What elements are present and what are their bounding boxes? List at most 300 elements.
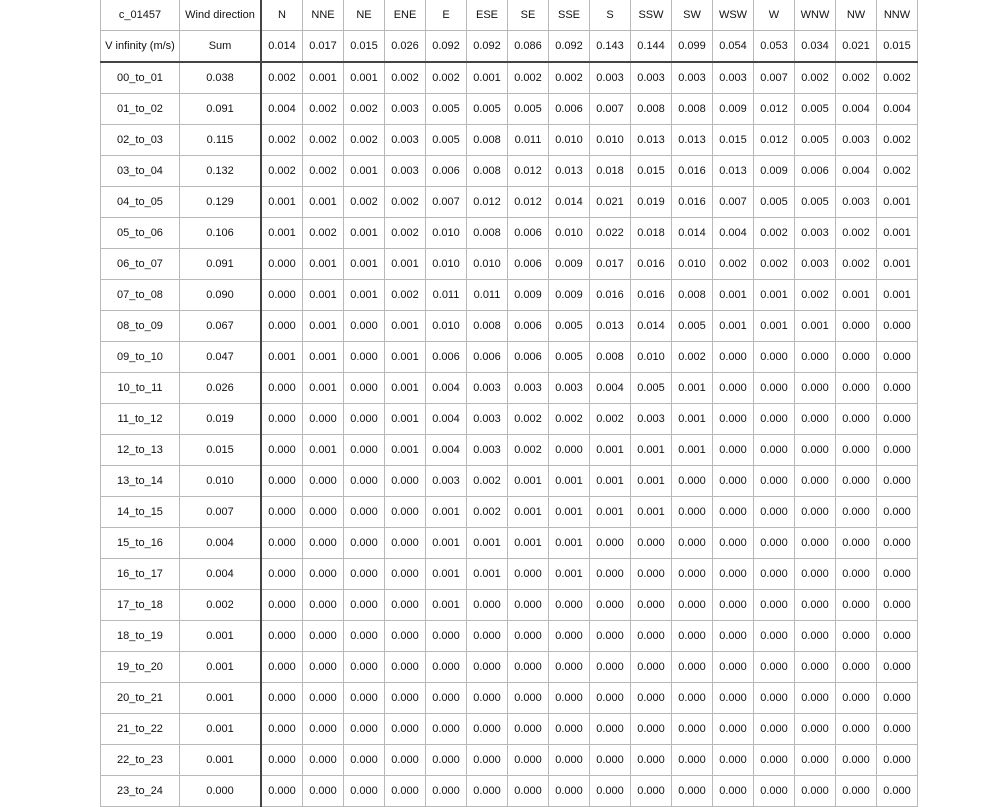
table-cell: 0.000 — [467, 621, 508, 652]
table-cell: 0.000 — [261, 466, 303, 497]
table-cell: 0.001 — [795, 311, 836, 342]
table-cell: 0.013 — [590, 311, 631, 342]
table-cell: 0.001 — [385, 311, 426, 342]
table-cell: 0.009 — [713, 94, 754, 125]
table-cell: 0.000 — [590, 745, 631, 776]
table-cell: 0.002 — [303, 156, 344, 187]
table-cell: 0.000 — [261, 497, 303, 528]
table-cell: 0.009 — [549, 280, 590, 311]
table-cell: 0.000 — [795, 342, 836, 373]
table-cell: 0.003 — [795, 218, 836, 249]
table-cell: 0.010 — [672, 249, 713, 280]
direction-total-sw: 0.099 — [672, 31, 713, 63]
table-cell: 0.000 — [385, 528, 426, 559]
table-cell: 0.000 — [877, 311, 918, 342]
table-cell: 0.002 — [795, 280, 836, 311]
table-cell: 0.000 — [261, 559, 303, 590]
table-cell: 0.010 — [426, 218, 467, 249]
table-row — [101, 125, 918, 156]
table-cell: 0.000 — [590, 652, 631, 683]
speed-header: V infinity (m/s) — [101, 31, 180, 63]
table-cell: 0.000 — [877, 683, 918, 714]
table-cell: 0.000 — [303, 404, 344, 435]
table-cell: 0.000 — [877, 776, 918, 807]
table-cell: 0.006 — [795, 156, 836, 187]
speed-bin-label: 06_to_07 — [101, 249, 180, 280]
table-cell: 0.001 — [303, 435, 344, 466]
table-cell: 0.000 — [877, 497, 918, 528]
table-cell: 0.016 — [631, 280, 672, 311]
table-cell: 0.000 — [261, 776, 303, 807]
speed-bin-label: 13_to_14 — [101, 466, 180, 497]
table-cell: 0.000 — [385, 590, 426, 621]
table-cell: 0.000 — [344, 652, 385, 683]
row-sum: 0.106 — [180, 218, 262, 249]
table-body — [101, 0, 918, 807]
table-cell: 0.021 — [590, 187, 631, 218]
table-cell: 0.000 — [261, 528, 303, 559]
table-cell: 0.019 — [631, 187, 672, 218]
direction-total-nne: 0.017 — [303, 31, 344, 63]
table-cell: 0.000 — [344, 342, 385, 373]
table-cell: 0.000 — [344, 714, 385, 745]
table-cell: 0.001 — [877, 187, 918, 218]
direction-total-ene: 0.026 — [385, 31, 426, 63]
table-cell: 0.006 — [549, 94, 590, 125]
table-cell: 0.001 — [549, 559, 590, 590]
table-row — [101, 714, 918, 745]
table-cell: 0.003 — [631, 62, 672, 94]
row-sum: 0.038 — [180, 62, 262, 94]
table-cell: 0.000 — [508, 714, 549, 745]
table-cell: 0.004 — [426, 373, 467, 404]
table-cell: 0.002 — [261, 156, 303, 187]
speed-bin-label: 05_to_06 — [101, 218, 180, 249]
table-cell: 0.001 — [877, 218, 918, 249]
table-cell: 0.000 — [754, 745, 795, 776]
table-cell: 0.000 — [467, 776, 508, 807]
table-cell: 0.003 — [713, 62, 754, 94]
table-cell: 0.012 — [508, 187, 549, 218]
table-cell: 0.012 — [754, 94, 795, 125]
table-cell: 0.002 — [344, 94, 385, 125]
table-cell: 0.002 — [508, 404, 549, 435]
table-row — [101, 683, 918, 714]
table-cell: 0.000 — [344, 590, 385, 621]
table-cell: 0.002 — [303, 94, 344, 125]
table-cell: 0.003 — [385, 125, 426, 156]
row-sum: 0.000 — [180, 776, 262, 807]
row-sum: 0.129 — [180, 187, 262, 218]
direction-total-ne: 0.015 — [344, 31, 385, 63]
row-sum: 0.019 — [180, 404, 262, 435]
table-cell: 0.010 — [590, 125, 631, 156]
table-cell: 0.002 — [303, 125, 344, 156]
table-cell: 0.005 — [631, 373, 672, 404]
table-cell: 0.002 — [385, 62, 426, 94]
table-cell: 0.008 — [672, 94, 713, 125]
table-cell: 0.000 — [631, 683, 672, 714]
table-cell: 0.002 — [836, 62, 877, 94]
table-cell: 0.005 — [795, 94, 836, 125]
row-sum: 0.001 — [180, 621, 262, 652]
table-cell: 0.006 — [508, 249, 549, 280]
table-cell: 0.000 — [303, 559, 344, 590]
table-cell: 0.000 — [549, 745, 590, 776]
table-cell: 0.004 — [836, 156, 877, 187]
table-cell: 0.000 — [385, 776, 426, 807]
table-cell: 0.010 — [549, 125, 590, 156]
table-cell: 0.000 — [549, 590, 590, 621]
table-cell: 0.000 — [508, 776, 549, 807]
table-cell: 0.002 — [672, 342, 713, 373]
table-cell: 0.000 — [877, 404, 918, 435]
table-cell: 0.000 — [549, 776, 590, 807]
table-row — [101, 652, 918, 683]
direction-total-nnw: 0.015 — [877, 31, 918, 63]
table-cell: 0.003 — [467, 373, 508, 404]
table-cell: 0.000 — [795, 590, 836, 621]
table-cell: 0.000 — [590, 590, 631, 621]
table-cell: 0.000 — [795, 714, 836, 745]
table-cell: 0.000 — [549, 652, 590, 683]
table-row — [101, 404, 918, 435]
table-cell: 0.001 — [344, 156, 385, 187]
table-cell: 0.001 — [836, 280, 877, 311]
table-cell: 0.000 — [795, 528, 836, 559]
table-cell: 0.001 — [303, 249, 344, 280]
table-cell: 0.000 — [344, 311, 385, 342]
table-cell: 0.000 — [261, 590, 303, 621]
table-cell: 0.002 — [261, 62, 303, 94]
table-cell: 0.000 — [467, 590, 508, 621]
speed-bin-label: 04_to_05 — [101, 187, 180, 218]
table-cell: 0.000 — [713, 497, 754, 528]
table-cell: 0.000 — [631, 745, 672, 776]
table-cell: 0.008 — [467, 156, 508, 187]
table-cell: 0.000 — [836, 497, 877, 528]
table-cell: 0.004 — [426, 435, 467, 466]
direction-total-nw: 0.021 — [836, 31, 877, 63]
table-cell: 0.016 — [590, 280, 631, 311]
table-cell: 0.005 — [754, 187, 795, 218]
table-cell: 0.000 — [754, 621, 795, 652]
row-sum: 0.001 — [180, 714, 262, 745]
table-cell: 0.002 — [877, 156, 918, 187]
table-cell: 0.000 — [426, 652, 467, 683]
row-sum: 0.047 — [180, 342, 262, 373]
table-cell: 0.000 — [549, 714, 590, 745]
table-cell: 0.016 — [631, 249, 672, 280]
table-cell: 0.000 — [631, 590, 672, 621]
table-cell: 0.000 — [508, 652, 549, 683]
direction-header-s: S — [590, 0, 631, 31]
table-cell: 0.000 — [426, 745, 467, 776]
table-cell: 0.000 — [754, 342, 795, 373]
table-row — [101, 528, 918, 559]
table-cell: 0.000 — [631, 559, 672, 590]
table-cell: 0.018 — [590, 156, 631, 187]
table-cell: 0.001 — [672, 435, 713, 466]
table-cell: 0.000 — [385, 714, 426, 745]
table-cell: 0.000 — [385, 466, 426, 497]
table-cell: 0.000 — [877, 559, 918, 590]
table-cell: 0.001 — [344, 218, 385, 249]
table-cell: 0.000 — [672, 559, 713, 590]
table-cell: 0.014 — [631, 311, 672, 342]
table-cell: 0.014 — [549, 187, 590, 218]
table-cell: 0.000 — [672, 776, 713, 807]
table-cell: 0.000 — [877, 466, 918, 497]
table-cell: 0.003 — [631, 404, 672, 435]
table-cell: 0.001 — [426, 590, 467, 621]
table-cell: 0.001 — [385, 373, 426, 404]
table-cell: 0.000 — [467, 745, 508, 776]
table-cell: 0.000 — [261, 249, 303, 280]
table-cell: 0.003 — [836, 187, 877, 218]
table-cell: 0.000 — [426, 714, 467, 745]
table-cell: 0.000 — [385, 683, 426, 714]
table-cell: 0.007 — [754, 62, 795, 94]
direction-total-e: 0.092 — [426, 31, 467, 63]
table-cell: 0.004 — [836, 94, 877, 125]
speed-bin-label: 20_to_21 — [101, 683, 180, 714]
table-cell: 0.016 — [672, 156, 713, 187]
table-cell: 0.000 — [877, 714, 918, 745]
table-cell: 0.000 — [877, 590, 918, 621]
table-row — [101, 497, 918, 528]
direction-header-row — [101, 0, 918, 31]
table-cell: 0.001 — [754, 280, 795, 311]
table-cell: 0.001 — [631, 435, 672, 466]
speed-bin-label: 03_to_04 — [101, 156, 180, 187]
table-cell: 0.003 — [385, 156, 426, 187]
table-cell: 0.000 — [261, 280, 303, 311]
table-cell: 0.001 — [713, 280, 754, 311]
table-cell: 0.009 — [549, 249, 590, 280]
table-cell: 0.000 — [754, 683, 795, 714]
table-cell: 0.000 — [795, 373, 836, 404]
table-cell: 0.002 — [508, 62, 549, 94]
direction-header-sw: SW — [672, 0, 713, 31]
table-cell: 0.000 — [713, 621, 754, 652]
table-cell: 0.000 — [836, 528, 877, 559]
row-sum: 0.091 — [180, 249, 262, 280]
table-cell: 0.000 — [303, 466, 344, 497]
table-cell: 0.002 — [467, 466, 508, 497]
table-cell: 0.001 — [303, 311, 344, 342]
direction-header-ese: ESE — [467, 0, 508, 31]
table-cell: 0.000 — [795, 745, 836, 776]
table-cell: 0.001 — [303, 280, 344, 311]
table-cell: 0.000 — [836, 435, 877, 466]
table-cell: 0.000 — [590, 559, 631, 590]
table-cell: 0.005 — [795, 125, 836, 156]
table-cell: 0.000 — [631, 714, 672, 745]
table-cell: 0.006 — [426, 156, 467, 187]
table-cell: 0.002 — [836, 218, 877, 249]
table-row — [101, 249, 918, 280]
table-cell: 0.003 — [795, 249, 836, 280]
table-cell: 0.006 — [508, 218, 549, 249]
table-cell: 0.000 — [836, 404, 877, 435]
table-cell: 0.000 — [836, 559, 877, 590]
table-cell: 0.000 — [631, 528, 672, 559]
table-cell: 0.000 — [754, 652, 795, 683]
table-cell: 0.001 — [303, 187, 344, 218]
table-cell: 0.002 — [261, 125, 303, 156]
table-cell: 0.010 — [631, 342, 672, 373]
table-cell: 0.000 — [877, 621, 918, 652]
table-cell: 0.000 — [508, 559, 549, 590]
table-cell: 0.012 — [467, 187, 508, 218]
row-sum: 0.090 — [180, 280, 262, 311]
table-cell: 0.003 — [508, 373, 549, 404]
row-sum: 0.001 — [180, 683, 262, 714]
table-cell: 0.001 — [590, 466, 631, 497]
table-cell: 0.000 — [467, 652, 508, 683]
table-cell: 0.000 — [590, 683, 631, 714]
table-cell: 0.000 — [426, 776, 467, 807]
table-cell: 0.001 — [508, 528, 549, 559]
direction-header-w: W — [754, 0, 795, 31]
table-cell: 0.000 — [754, 559, 795, 590]
table-cell: 0.005 — [672, 311, 713, 342]
table-row — [101, 311, 918, 342]
table-cell: 0.005 — [549, 311, 590, 342]
table-cell: 0.008 — [631, 94, 672, 125]
table-cell: 0.000 — [590, 776, 631, 807]
speed-bin-label: 21_to_22 — [101, 714, 180, 745]
table-cell: 0.005 — [426, 94, 467, 125]
table-cell: 0.000 — [344, 559, 385, 590]
table-cell: 0.000 — [713, 373, 754, 404]
table-cell: 0.003 — [467, 435, 508, 466]
table-cell: 0.002 — [590, 404, 631, 435]
table-row — [101, 342, 918, 373]
row-sum: 0.010 — [180, 466, 262, 497]
table-cell: 0.018 — [631, 218, 672, 249]
table-cell: 0.000 — [672, 466, 713, 497]
row-sum: 0.004 — [180, 559, 262, 590]
table-cell: 0.004 — [426, 404, 467, 435]
table-cell: 0.002 — [549, 62, 590, 94]
table-cell: 0.001 — [590, 497, 631, 528]
direction-total-sse: 0.092 — [549, 31, 590, 63]
table-cell: 0.000 — [713, 745, 754, 776]
table-cell: 0.000 — [426, 683, 467, 714]
speed-bin-label: 18_to_19 — [101, 621, 180, 652]
table-cell: 0.003 — [467, 404, 508, 435]
direction-header-nne: NNE — [303, 0, 344, 31]
table-cell: 0.001 — [467, 528, 508, 559]
table-cell: 0.000 — [795, 776, 836, 807]
table-row — [101, 187, 918, 218]
corner-label: c_01457 — [101, 0, 180, 31]
table-cell: 0.000 — [672, 528, 713, 559]
table-cell: 0.002 — [795, 62, 836, 94]
table-cell: 0.016 — [672, 187, 713, 218]
table-cell: 0.008 — [467, 311, 508, 342]
speed-bin-label: 15_to_16 — [101, 528, 180, 559]
direction-header-sse: SSE — [549, 0, 590, 31]
table-cell: 0.000 — [713, 652, 754, 683]
speed-bin-label: 09_to_10 — [101, 342, 180, 373]
speed-bin-label: 14_to_15 — [101, 497, 180, 528]
table-cell: 0.012 — [754, 125, 795, 156]
table-cell: 0.000 — [795, 404, 836, 435]
table-cell: 0.003 — [672, 62, 713, 94]
table-cell: 0.001 — [261, 187, 303, 218]
table-cell: 0.000 — [303, 497, 344, 528]
table-cell: 0.000 — [672, 714, 713, 745]
table-cell: 0.000 — [754, 497, 795, 528]
table-cell: 0.000 — [385, 621, 426, 652]
table-cell: 0.000 — [795, 652, 836, 683]
table-row — [101, 218, 918, 249]
wind-frequency-table — [100, 0, 918, 807]
table-cell: 0.000 — [672, 621, 713, 652]
table-row — [101, 559, 918, 590]
table-cell: 0.000 — [261, 435, 303, 466]
table-row — [101, 466, 918, 497]
table-cell: 0.002 — [385, 218, 426, 249]
table-cell: 0.000 — [344, 528, 385, 559]
table-cell: 0.011 — [426, 280, 467, 311]
table-cell: 0.000 — [261, 404, 303, 435]
table-cell: 0.001 — [549, 466, 590, 497]
table-cell: 0.000 — [467, 714, 508, 745]
table-cell: 0.008 — [467, 125, 508, 156]
table-cell: 0.008 — [590, 342, 631, 373]
direction-header-ene: ENE — [385, 0, 426, 31]
table-cell: 0.003 — [549, 373, 590, 404]
direction-header-wsw: WSW — [713, 0, 754, 31]
table-cell: 0.001 — [713, 311, 754, 342]
table-cell: 0.007 — [426, 187, 467, 218]
table-cell: 0.009 — [754, 156, 795, 187]
table-cell: 0.000 — [672, 590, 713, 621]
table-cell: 0.005 — [795, 187, 836, 218]
table-cell: 0.009 — [508, 280, 549, 311]
table-cell: 0.000 — [836, 683, 877, 714]
speed-bin-label: 23_to_24 — [101, 776, 180, 807]
table-cell: 0.000 — [713, 714, 754, 745]
table-cell: 0.000 — [344, 683, 385, 714]
table-cell: 0.000 — [303, 652, 344, 683]
table-cell: 0.008 — [467, 218, 508, 249]
table-cell: 0.001 — [590, 435, 631, 466]
table-cell: 0.001 — [508, 466, 549, 497]
row-sum: 0.001 — [180, 652, 262, 683]
table-cell: 0.001 — [672, 373, 713, 404]
table-cell: 0.001 — [467, 559, 508, 590]
table-cell: 0.000 — [261, 745, 303, 776]
speed-bin-label: 07_to_08 — [101, 280, 180, 311]
table-cell: 0.001 — [467, 62, 508, 94]
table-cell: 0.001 — [508, 497, 549, 528]
table-cell: 0.001 — [344, 62, 385, 94]
direction-total-ssw: 0.144 — [631, 31, 672, 63]
table-cell: 0.000 — [754, 404, 795, 435]
table-row — [101, 62, 918, 94]
table-cell: 0.000 — [385, 559, 426, 590]
table-cell: 0.000 — [672, 497, 713, 528]
table-cell: 0.000 — [549, 621, 590, 652]
direction-total-n: 0.014 — [261, 31, 303, 63]
table-cell: 0.000 — [344, 404, 385, 435]
table-cell: 0.005 — [426, 125, 467, 156]
